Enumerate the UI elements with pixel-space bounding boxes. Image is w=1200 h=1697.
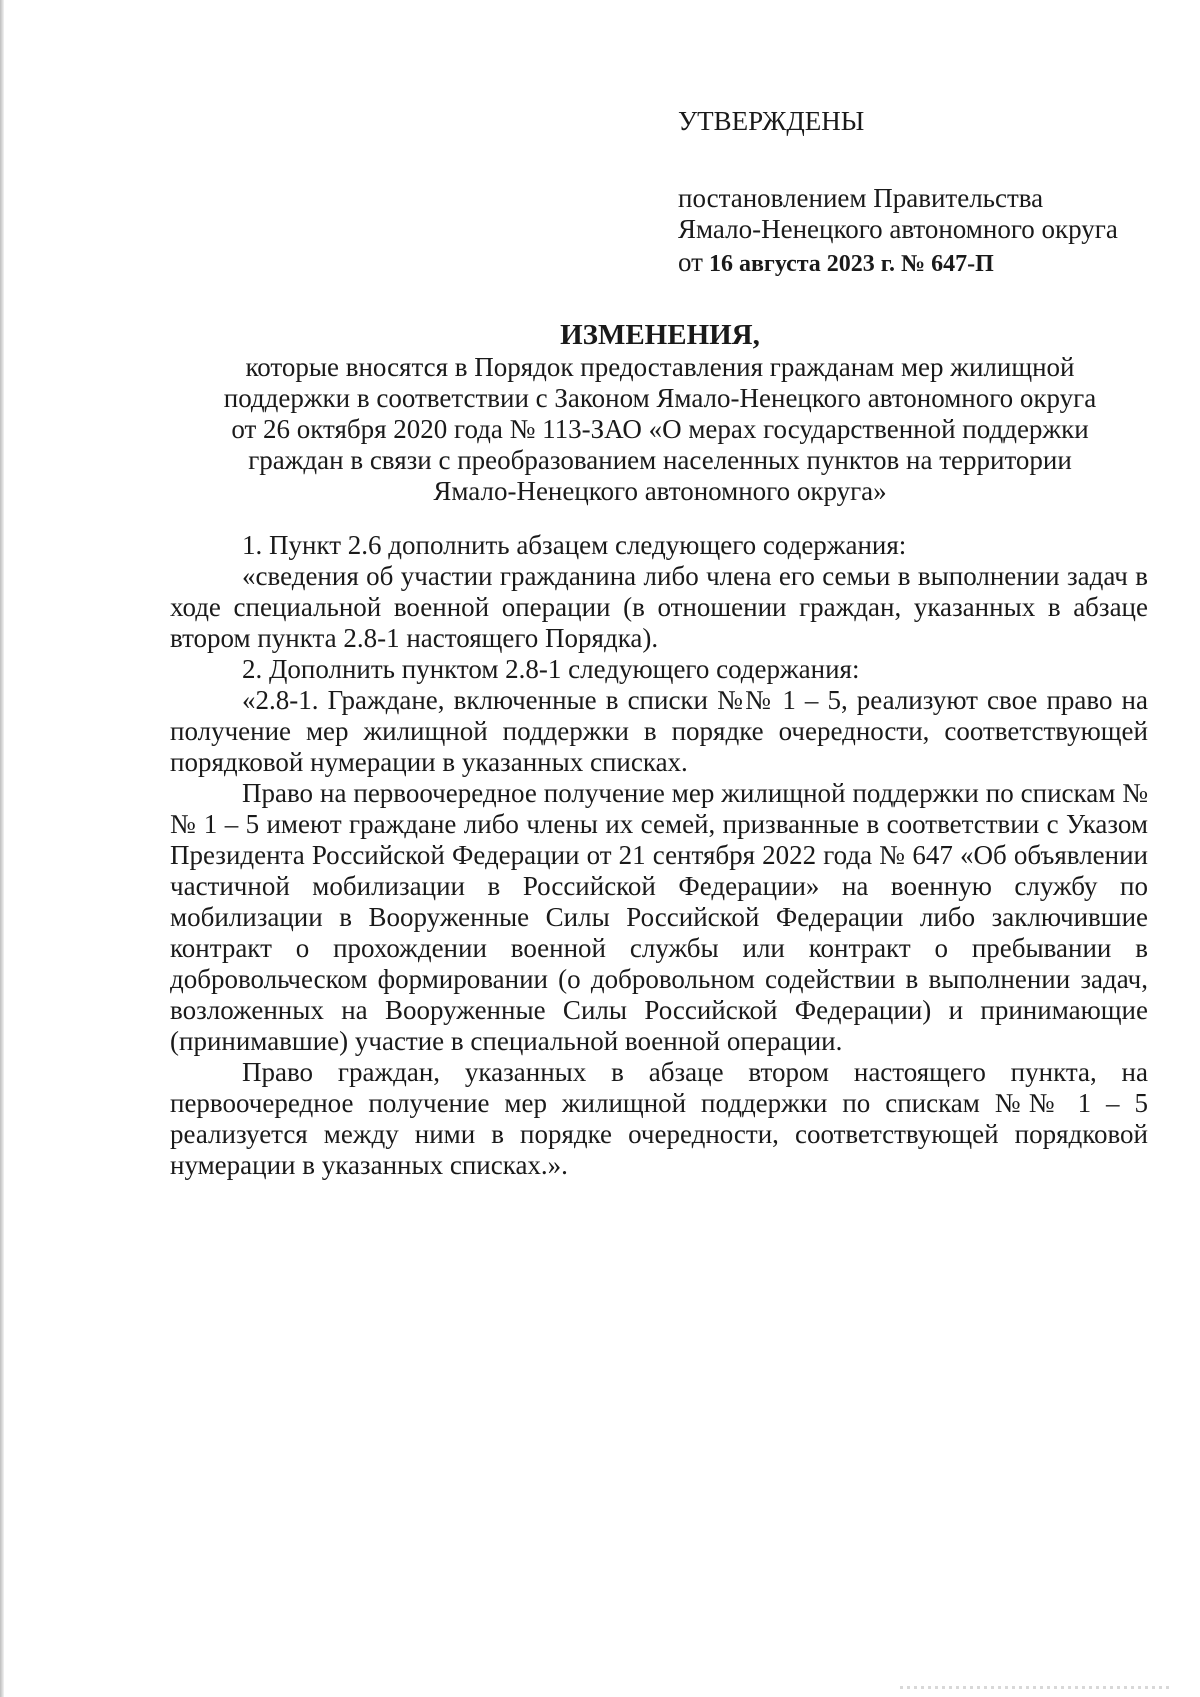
approval-date-prefix: от xyxy=(678,247,703,277)
approval-line-1: постановлением Правительства xyxy=(678,183,1044,213)
paragraph-item-1-text: «сведения об участии гражданина либо члена его семьи в выполнении задач в ходе специальной военной операции (в отношении граждан, указанных в абзаце втором пункта 2.8-1 настоящего Порядка). xyxy=(170,561,1148,653)
paragraph-item-2: 2. Дополнить пунктом 2.8-1 следующего содержания: xyxy=(242,654,860,684)
paragraph-clause-2-8-1: «2.8-1. Граждане, включенные в списки №№ 1 – 5, реализуют свое право на получение мер жилищной поддержки в порядке очередности, соответствующей порядковой нумерации в указанных списках. xyxy=(170,685,1148,777)
scan-edge-shadow xyxy=(0,0,4,1697)
paragraph-priority-right: Право на первоочередное получение мер жилищной поддержки по спискам №№ 1 – 5 имеют граждане либо члены их семей, призванные в соответствии с Указом Президента Российской Федерации от 21 сентября 2022 года № 647 «Об объявлении частичной мобилизации в Российской Федерации» на военную службу по мобилизации в Вооруженные Силы Российской Федерации либо заключившие контракт о прохождении военной службы или контракт о пребывании в добровольческом формировании (о добровольном содействии в выполнении задач, возложенных на Вооруженные Силы Российской Федерации) и принимающие (принимавшие) участие в специальной военной операции. xyxy=(170,778,1148,1056)
paragraph-item-1: 1. Пункт 2.6 дополнить абзацем следующего содержания: xyxy=(242,530,907,560)
document-title: ИЗМЕНЕНИЯ, xyxy=(560,319,760,351)
heading-line: граждан в связи с преобразованием населенных пунктов на территории xyxy=(248,445,1072,475)
approval-date-line xyxy=(678,247,1158,280)
paragraph-priority-order: Право граждан, указанных в абзаце втором настоящего пункта, на первоочередное получение мер жилищной поддержки по спискам №№ 1 – 5 реализуется между ними в порядке очередности, соответствующей порядковой нумерации в указанных списках.». xyxy=(170,1057,1148,1180)
document-body xyxy=(170,530,1148,1181)
scan-artifact-line xyxy=(900,1686,1170,1689)
approval-title: УТВЕРЖДЕНЫ xyxy=(678,106,865,136)
heading-line: от 26 октября 2020 года № 113-ЗАО «О мерах государственной поддержки xyxy=(231,414,1089,444)
heading-line: поддержки в соответствии с Законом Ямало-Ненецкого автономного округа xyxy=(223,383,1097,413)
approval-block xyxy=(678,106,1158,280)
heading-line: которые вносятся в Порядок предоставления гражданам мер жилищной xyxy=(245,352,1075,382)
document-heading xyxy=(170,320,1150,507)
heading-line: Ямало-Ненецкого автономного округа» xyxy=(433,476,887,506)
approval-date-value: 16 августа 2023 г. № 647-П xyxy=(708,251,994,277)
approval-line-2: Ямало-Ненецкого автономного округа xyxy=(678,214,1118,244)
